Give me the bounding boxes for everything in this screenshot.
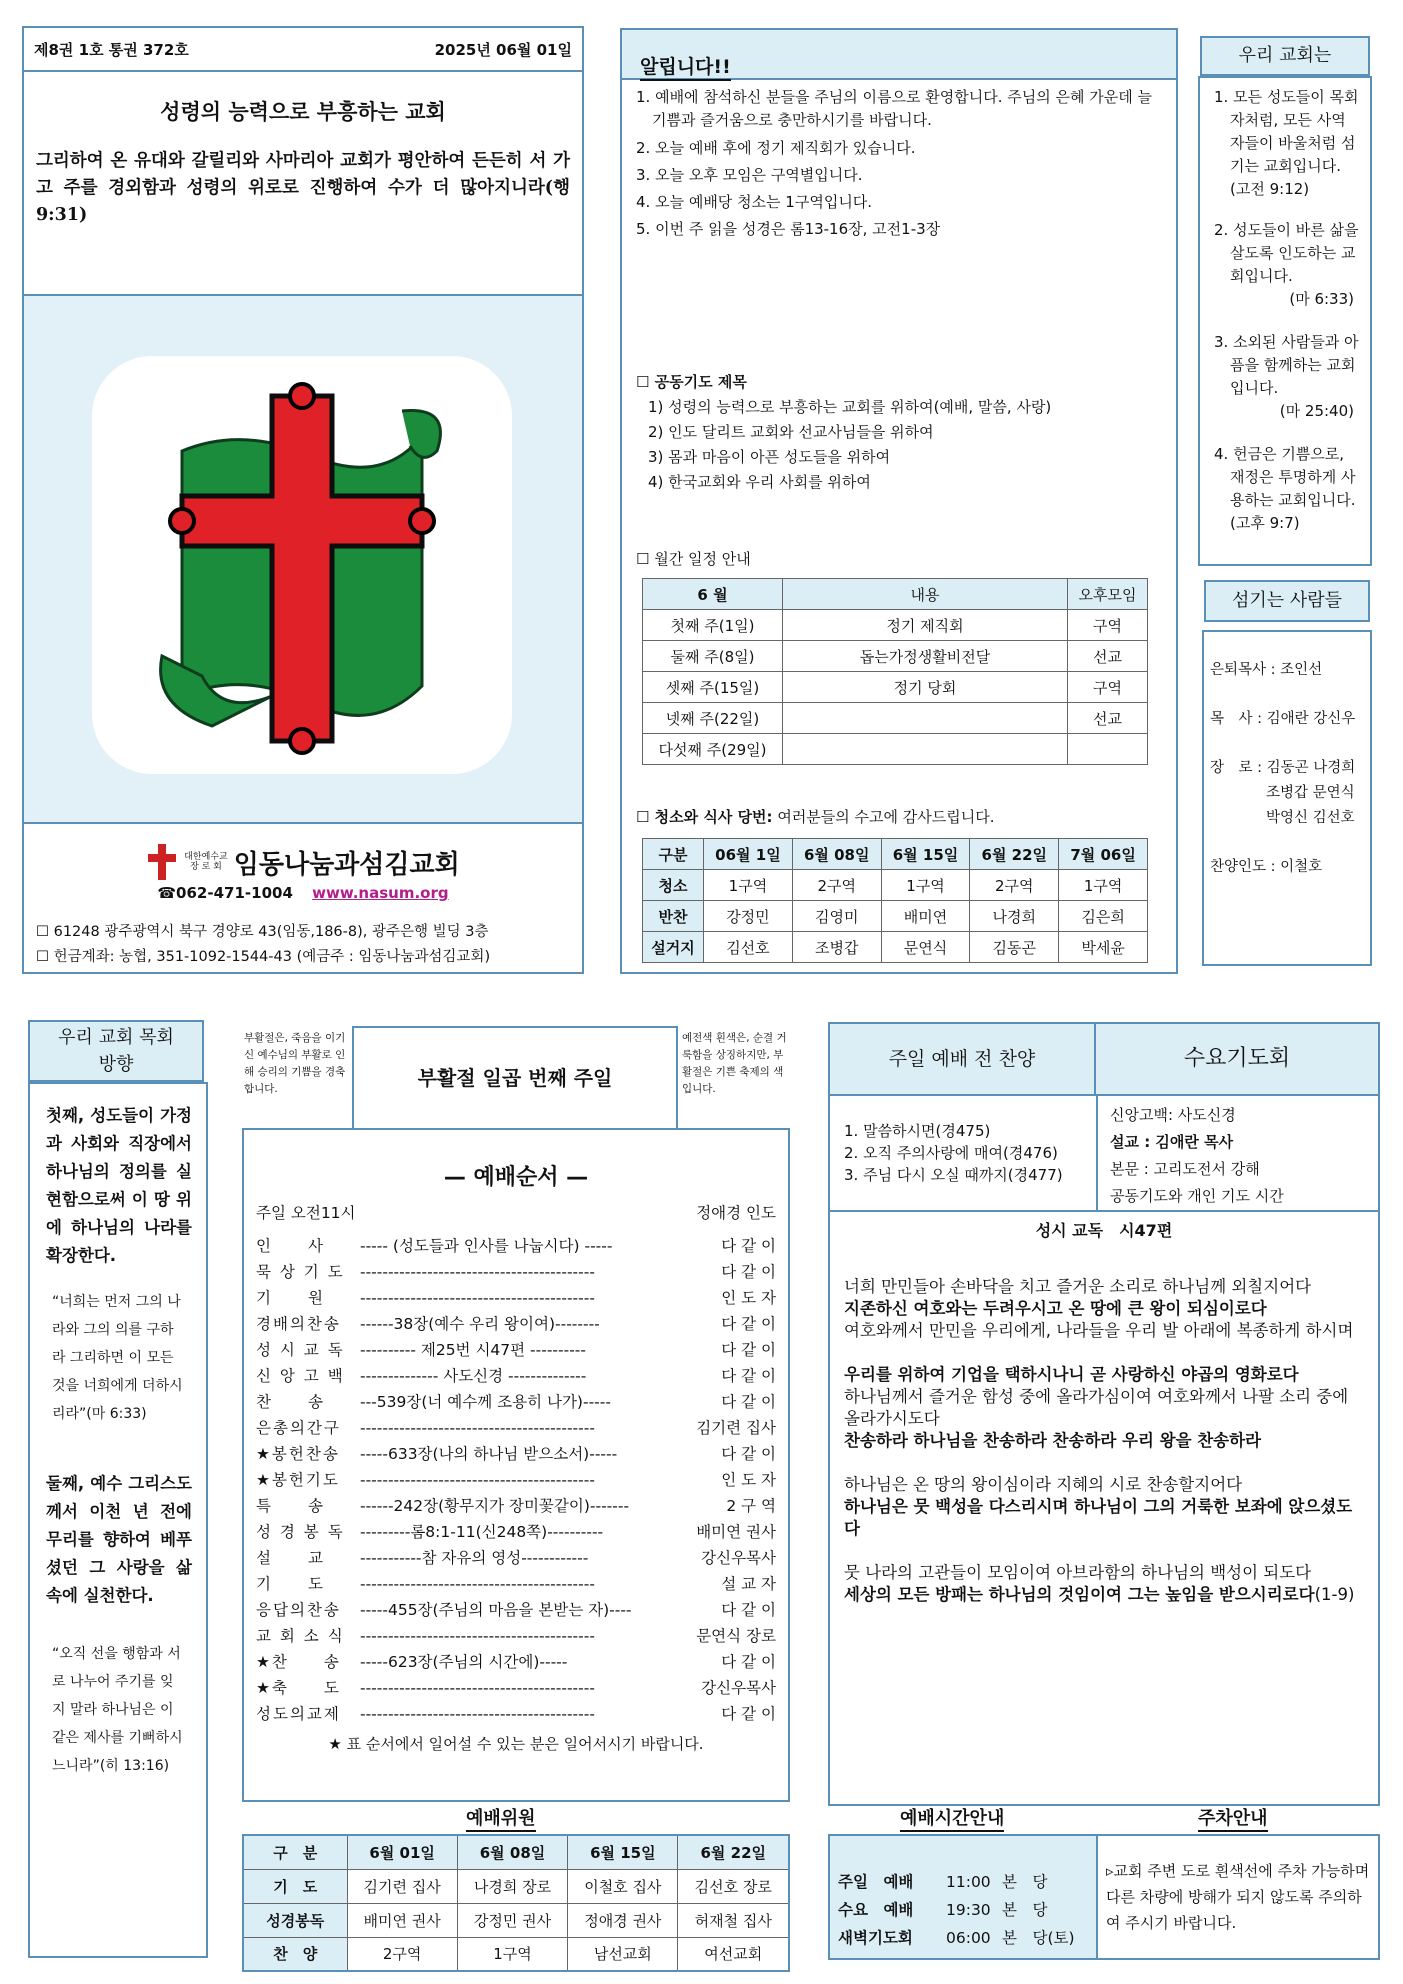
order-item-name: 인 사: [256, 1237, 325, 1255]
servant-line: 장 로 : 김동곤 나경희: [1210, 760, 1356, 776]
table-cell: 1구역: [1059, 870, 1148, 901]
order-item-content: -----633장(나의 하나님 받으소서)-----: [360, 1445, 618, 1463]
notice-list: [622, 80, 1176, 243]
order-item-content: ----- (성도들과 인사를 나눕시다) -----: [360, 1237, 613, 1255]
order-item: [256, 1389, 776, 1415]
order-item-name: 경배의찬송: [256, 1315, 341, 1333]
table-cell: 김은희: [1059, 901, 1148, 932]
order-item-content: -----455장(주님의 마음을 본받는 자)----: [360, 1601, 632, 1619]
table-header: 내용: [783, 579, 1068, 610]
order-item-name: 성도의교제: [256, 1705, 341, 1723]
praise-song: 2. 오직 주의사랑에 매여(경476): [844, 1144, 1058, 1162]
order-item-name: 특 송: [256, 1497, 325, 1515]
order-item-content: ------------------------------------------: [360, 1419, 595, 1437]
prayer-item: 3) 몸과 마음이 아픈 성도들을 위하여: [648, 448, 891, 466]
order-item: [256, 1597, 776, 1623]
duty-title: ☐ 청소와 식사 당번: 여러분들의 수고에 감사드립니다.: [636, 808, 995, 826]
table-cell: 구역: [1068, 672, 1148, 703]
order-item-content: ------------------------------------------: [360, 1627, 595, 1645]
table-cell: [783, 734, 1068, 765]
notices-header: [622, 30, 1176, 80]
worship-order-panel: [242, 1128, 790, 1802]
table-cell: 남선교회: [568, 1937, 678, 1971]
order-item: [256, 1545, 776, 1571]
table-cell: 김선호: [704, 932, 793, 963]
order-item-leader: 2 구 역: [726, 1497, 776, 1515]
table-cell: 기 도: [243, 1869, 347, 1903]
praise-song: 3. 주님 다시 오실 때까지(경477): [844, 1166, 1063, 1184]
psalm-line: 찬송하라 하나님을 찬송하라 찬송하라 우리 왕을 찬송하라: [844, 1431, 1262, 1450]
order-item-leader: 다 같 이: [721, 1653, 776, 1671]
order-item-content: ------38장(예수 우리 왕이여)--------: [360, 1315, 600, 1333]
table-cell: 둘째 주(8일): [643, 641, 783, 672]
order-item: [256, 1623, 776, 1649]
church-is-item: 2. 성도들이 바른 삶을 살도록 인도하는 교회입니다. (마 6:33): [1214, 221, 1359, 308]
praise-title: 주일 예배 전 찬양: [888, 1048, 1036, 1070]
psalm-line: 우리를 위하여 기업을 택하시나니 곧 사랑하신 야곱의 영화로다: [844, 1365, 1299, 1384]
table-cell: 배미연: [881, 901, 970, 932]
church-is-item: 4. 헌금은 기쁨으로, 재정은 투명하게 사용하는 교회입니다. (고후 9:7): [1214, 445, 1356, 532]
order-item: [256, 1675, 776, 1701]
notice-item: 4. 오늘 예배당 청소는 1구역입니다.: [636, 193, 873, 211]
order-item-name: 기 원: [256, 1289, 325, 1307]
table-header: 6월 15일: [881, 839, 970, 870]
order-item: [256, 1363, 776, 1389]
table-cell: 정기 제직회: [783, 610, 1068, 641]
psalm-line: 세상의 모든 방패는 하나님의 것임이여 그는 높임을 받으시리로다(1-9): [844, 1585, 1355, 1604]
order-item-leader: 설 교 자: [721, 1575, 776, 1593]
order-item-content: ------------------------------------------: [360, 1263, 595, 1281]
cross-scroll-logo-icon: [92, 356, 512, 774]
order-item-content: -----------참 자유의 영성------------: [360, 1549, 589, 1567]
duty-table: [642, 838, 1148, 963]
table-cell: 구역: [1068, 610, 1148, 641]
table-cell: 박세윤: [1059, 932, 1148, 963]
psalm-line: 지존하신 여호와는 두려우시고 온 땅에 큰 왕이 되심이로다: [844, 1299, 1267, 1318]
order-item-leader: 다 같 이: [721, 1601, 776, 1619]
order-list: [256, 1233, 776, 1727]
notice-item: 3. 오늘 오후 모임은 구역별입니다.: [636, 166, 863, 184]
order-item-name: 성 시 교 독: [256, 1341, 345, 1359]
order-item-name: ★찬 송: [256, 1653, 341, 1671]
table-cell: 정기 당회: [783, 672, 1068, 703]
order-item-leader: 배미연 권사: [696, 1523, 776, 1541]
table-cell: 김영미: [792, 901, 881, 932]
order-item-name: 찬 송: [256, 1393, 325, 1411]
times-title: 예배시간안내: [900, 1808, 1004, 1832]
wednesday-lines: [1110, 1102, 1284, 1210]
order-item-name: 신 앙 고 백: [256, 1367, 345, 1385]
order-item: [256, 1285, 776, 1311]
contact-line: [36, 884, 570, 902]
order-item: [256, 1311, 776, 1337]
table-header: 구분: [643, 839, 704, 870]
volume-number: 제8권 1호 통권 372호: [34, 40, 189, 59]
table-header: 구 분: [243, 1835, 347, 1869]
denomination: 대한예수교 장 로 회: [184, 852, 228, 872]
order-item-leader: 문연식 장로: [696, 1627, 776, 1645]
motto-block: [24, 96, 582, 296]
psalm-line: 너희 만민들아 손바닥을 치고 즐거운 소리로 하나님께 외칠지어다: [844, 1277, 1312, 1296]
order-item-name: ★봉헌기도: [256, 1471, 340, 1489]
table-cell: 정애경 권사: [568, 1903, 678, 1937]
table-cell: 설거지: [643, 932, 704, 963]
prayer-item: 2) 인도 달리트 교회와 선교사님들을 위하여: [648, 423, 934, 441]
direction-first: 첫째, 성도들이 가정과 사회와 직장에서 하나님의 정의를 실현함으로써 이 땅 위에 하나님의 나라를 확장한다.: [46, 1106, 192, 1265]
wednesday-line: 본문 : 고리도전서 강해: [1110, 1160, 1260, 1178]
table-cell: 1구역: [704, 870, 793, 901]
order-item-name: 은총의간구: [256, 1419, 341, 1437]
order-item: [256, 1415, 776, 1441]
sunday-title-box: [352, 1026, 678, 1128]
table-cell: 김선호 장로: [678, 1869, 789, 1903]
table-cell: 1구역: [457, 1937, 567, 1971]
bank-account: ☐ 헌금계좌: 농협, 351-1092-1544-43 (예금주 : 임동나눔과섬김교회): [36, 949, 491, 965]
order-item: [256, 1519, 776, 1545]
order-item-name: 기 도: [256, 1575, 325, 1593]
order-item-leader: 다 같 이: [721, 1263, 776, 1281]
parking-title: 주차안내: [1198, 1808, 1268, 1832]
order-title: — 예배순서 —: [443, 1165, 589, 1190]
table-cell: 찬 양: [243, 1937, 347, 1971]
table-cell: 넷째 주(22일): [643, 703, 783, 734]
stand-note: ★ 표 순서에서 일어설 수 있는 분은 일어서시기 바랍니다.: [328, 1735, 704, 1753]
worship-leader: 정애경 인도: [696, 1204, 776, 1222]
monthly-schedule-table: [642, 578, 1148, 765]
table-cell: 성경봉독: [243, 1903, 347, 1937]
order-item-leader: 다 같 이: [721, 1367, 776, 1385]
direction-panel: [28, 1082, 208, 1958]
psalm-para: [844, 1474, 1364, 1540]
psalm-para: [844, 1562, 1364, 1606]
order-item-leader: 다 같 이: [721, 1237, 776, 1255]
times-block: [830, 1836, 1098, 1958]
address: ☐ 61248 광주광역시 북구 경양로 43(임동,186-8), 광주은행 빌딩 3층: [36, 924, 489, 940]
praise-wednesday-panel: [828, 1022, 1380, 1212]
phone: ☎062-471-1004: [157, 884, 293, 902]
order-item-content: -------------- 사도신경 --------------: [360, 1367, 587, 1385]
order-item-name: 응답의찬송: [256, 1601, 341, 1619]
servants-title: 섬기는 사람들: [1204, 580, 1370, 622]
table-cell: 다섯째 주(29일): [643, 734, 783, 765]
order-item: [256, 1337, 776, 1363]
website-link[interactable]: www.nasum.org: [312, 884, 449, 902]
table-cell: 1구역: [881, 870, 970, 901]
logo-card: [92, 356, 512, 774]
table-cell: 강정민 권사: [457, 1903, 567, 1937]
order-item: [256, 1701, 776, 1727]
order-item-name: 교 회 소 식: [256, 1627, 345, 1645]
psalm-para: [844, 1276, 1364, 1342]
table-header: 6월 22일: [678, 1835, 789, 1869]
table-cell: 강정민: [704, 901, 793, 932]
table-cell: 2구역: [970, 870, 1059, 901]
table-header: 오후모임: [1068, 579, 1148, 610]
direction-second: 둘째, 예수 그리스도께서 이천 년 전에 무리를 향하여 베푸셨던 그 사랑을 삶 속에 실천한다.: [46, 1474, 192, 1605]
psalm-panel: [828, 1210, 1380, 1806]
table-cell: 2구역: [347, 1937, 457, 1971]
order-item-leader: 김기련 집사: [696, 1419, 776, 1437]
table-cell: 나경희 장로: [457, 1869, 567, 1903]
praise-songs: [844, 1120, 1063, 1186]
times-parking-panel: [828, 1834, 1380, 1960]
church-name: 임동나눔과섬김교회: [233, 849, 460, 880]
order-item-content: ------------------------------------------: [360, 1575, 595, 1593]
order-item-name: 성 경 봉 독: [256, 1523, 345, 1541]
servant-line: 찬양인도 : 이철호: [1210, 859, 1323, 875]
table-cell: 이철호 집사: [568, 1869, 678, 1903]
schedule-title: ☐ 월간 일정 안내: [636, 550, 751, 568]
servant-line: 조병갑 문연식: [1266, 785, 1355, 801]
table-header: 6월 01일: [347, 1835, 457, 1869]
prayer-item: 4) 한국교회와 우리 사회를 위하여: [648, 473, 871, 491]
psalm-line: 하나님은 뭇 백성을 다스리시며 하나님이 그의 거룩한 보좌에 앉으셨도다: [844, 1497, 1353, 1538]
table-header: 06월 1일: [704, 839, 793, 870]
order-meta: [256, 1201, 776, 1223]
table-header: 6월 15일: [568, 1835, 678, 1869]
order-item-content: ------------------------------------------: [360, 1705, 595, 1723]
psalm-line: 여호와께서 만민을 우리에게, 나라들을 우리 발 아래에 복종하게 하시며: [844, 1321, 1354, 1340]
order-item-content: ---------- 제25번 시47편 ----------: [360, 1341, 586, 1359]
notices-panel: [620, 28, 1178, 974]
table-cell: 김기련 집사: [347, 1869, 457, 1903]
table-header: 6월 22일: [970, 839, 1059, 870]
direction-second-verse: “오직 선을 행함과 서로 나누어 주기를 잊지 말라 하나님은 이 같은 제사를 기뻐하시느니라”(히 13:16): [52, 1646, 183, 1774]
volume-header: [24, 28, 582, 72]
table-cell: 배미연 권사: [347, 1903, 457, 1937]
worship-committee-table: [242, 1834, 790, 1972]
servants-panel: [1202, 630, 1372, 966]
order-item-content: ------242장(황무지가 장미꽃같이)-------: [360, 1497, 630, 1515]
order-item-name: 설 교: [256, 1549, 325, 1567]
key-verse: 그리하여 온 유대와 갈릴리와 사마리아 교회가 평안하여 든든히 서 가고 주를 경외함과 성령의 위로로 진행하여 수가 더 많아지니라(행9:31): [36, 151, 570, 225]
sunday-title: 부활절 일곱 번째 주일: [417, 1066, 613, 1090]
prayer-section: [636, 370, 1051, 495]
order-item-content: ------------------------------------------: [360, 1289, 595, 1307]
order-item: [256, 1259, 776, 1285]
wednesday-title: 수요기도회: [1183, 1046, 1291, 1071]
order-item: [256, 1467, 776, 1493]
wednesday-line: 공동기도와 개인 기도 시간: [1110, 1187, 1284, 1205]
easter-note: 부활절은, 죽음을 이기신 예수님의 부활로 인해 승리의 기쁨을 경축합니다.: [244, 1032, 346, 1095]
prayer-title: ☐ 공동기도 제목: [636, 373, 747, 391]
wednesday-line: 설교 : 김애란 목사: [1110, 1133, 1234, 1151]
table-cell: 조병갑: [792, 932, 881, 963]
table-cell: [783, 703, 1068, 734]
order-item-name: ★봉헌찬송: [256, 1445, 340, 1463]
committee-title: 예배위원: [466, 1808, 536, 1832]
table-cell: 2구역: [792, 870, 881, 901]
table-cell: 반찬: [643, 901, 704, 932]
order-item: [256, 1571, 776, 1597]
order-item: [256, 1493, 776, 1519]
worship-time: 주일 오전11시: [256, 1204, 356, 1222]
table-header: 6 월: [643, 579, 783, 610]
table-cell: 나경희: [970, 901, 1059, 932]
time-row: 주일 예배 11:00 본 당: [838, 1873, 1048, 1891]
notice-item: 2. 오늘 예배 후에 정기 제직회가 있습니다.: [636, 139, 916, 157]
psalm-title: 성시 교독 시47편: [1035, 1221, 1173, 1240]
order-item: [256, 1649, 776, 1675]
psalm-line: 하나님께서 즐거운 함성 중에 올라가심이여 여호와께서 나팔 소리 중에 올라가시도다: [844, 1387, 1349, 1428]
table-cell: 돕는가정생활비전달: [783, 641, 1068, 672]
wednesday-line: 신앙고백: 사도신경: [1110, 1106, 1236, 1124]
servant-line: 은퇴목사 : 조인선: [1210, 662, 1323, 678]
direction-title: 우리 교회 목회 방향: [28, 1020, 204, 1082]
order-item-content: ---------롬8:1-11(신248쪽)----------: [360, 1523, 604, 1541]
order-item-content: ---539장(너 예수께 조용히 나가)-----: [360, 1393, 611, 1411]
table-cell: 첫째 주(1일): [643, 610, 783, 641]
order-item-content: -----623장(주님의 시간에)-----: [360, 1653, 568, 1671]
motto: 성령의 능력으로 부흥하는 교회: [160, 99, 446, 124]
order-item-name: ★축 도: [256, 1679, 341, 1697]
direction-first-verse: “너희는 먼저 그의 나라와 그의 의를 구하라 그리하면 이 모든 것을 너희에게 더하시리라”(마 6:33): [52, 1294, 183, 1422]
praise-song: 1. 말씀하시면(경475): [844, 1122, 991, 1140]
order-item-leader: 다 같 이: [721, 1445, 776, 1463]
time-row: 새벽기도회 06:00 본 당(토): [838, 1929, 1075, 1947]
table-cell: 선교: [1068, 703, 1148, 734]
psalm-line: 하나님은 온 땅의 왕이심이라 지혜의 시로 찬송할지어다: [844, 1475, 1243, 1494]
prayer-item: 1) 성령의 능력으로 부흥하는 교회를 위하여(예배, 말씀, 사랑): [648, 398, 1052, 416]
table-cell: 김동곤: [970, 932, 1059, 963]
parking-text: ▹교회 주변 도로 흰색선에 주차 가능하며 다른 차량에 방해가 되지 않도록 주의하여 주시기 바랍니다.: [1106, 1862, 1370, 1932]
order-item-leader: 다 같 이: [721, 1705, 776, 1723]
order-item-leader: 다 같 이: [721, 1341, 776, 1359]
denomination-cross-icon: [146, 842, 178, 882]
order-item-leader: 다 같 이: [721, 1393, 776, 1411]
order-item-content: ------------------------------------------: [360, 1471, 595, 1489]
order-item: [256, 1233, 776, 1259]
order-item-name: 묵 상 기 도: [256, 1263, 345, 1281]
church-info: [24, 824, 582, 976]
table-cell: [1068, 734, 1148, 765]
color-note: 예전색 흰색은, 순결 거룩함을 상징하지만, 부활절은 기쁜 축제의 색입니다.: [682, 1032, 787, 1095]
servant-line: 박영신 김선호: [1266, 810, 1355, 826]
order-item-leader: 강신우목사: [701, 1549, 776, 1567]
table-header: 6월 08일: [792, 839, 881, 870]
order-item-leader: 다 같 이: [721, 1315, 776, 1333]
church-brand: [36, 842, 570, 882]
table-cell: 청소: [643, 870, 704, 901]
table-cell: 셋째 주(15일): [643, 672, 783, 703]
praise-header: [830, 1024, 1096, 1096]
servant-line: 목 사 : 김애란 강신우: [1210, 711, 1356, 727]
issue-date: 2025년 06월 01일: [434, 40, 572, 59]
order-item-leader: 강신우목사: [701, 1679, 776, 1697]
cover-panel: [22, 26, 584, 974]
wednesday-header: [1096, 1024, 1378, 1096]
time-row: 수요 예배 19:30 본 당: [838, 1901, 1048, 1919]
church-is-title: 우리 교회는: [1200, 36, 1370, 76]
notices-title: 알립니다!!: [640, 52, 731, 81]
table-header: 6월 08일: [457, 1835, 567, 1869]
notice-item: 5. 이번 주 읽을 성경은 롬13-16장, 고전1-3장: [636, 220, 941, 238]
psalm-line: 뭇 나라의 고관들이 모임이여 아브라함의 하나님의 백성이 되도다: [844, 1563, 1312, 1582]
church-is-item: 3. 소외된 사람들과 아픔을 함께하는 교회입니다. (마 25:40): [1214, 333, 1359, 420]
logo-area: [24, 296, 582, 824]
psalm-para: [844, 1364, 1364, 1452]
table-header: 7월 06일: [1059, 839, 1148, 870]
order-item-content: ------------------------------------------: [360, 1679, 595, 1697]
order-item-leader: 인 도 자: [721, 1471, 776, 1489]
table-cell: 문연식: [881, 932, 970, 963]
table-cell: 여선교회: [678, 1937, 789, 1971]
table-cell: 선교: [1068, 641, 1148, 672]
church-is-item: 1. 모든 성도들이 목회자처럼, 모든 사역자들이 바울처럼 섬기는 교회입니다.(고전 9:12): [1214, 88, 1359, 198]
church-is-panel: [1198, 76, 1372, 566]
table-cell: 허재철 집사: [678, 1903, 789, 1937]
order-item-leader: 인 도 자: [721, 1289, 776, 1307]
order-item: [256, 1441, 776, 1467]
wednesday-divider: [1096, 1096, 1098, 1210]
notice-item: 1. 예배에 참석하신 분들을 주님의 이름으로 환영합니다. 주님의 은혜 가운데 늘 기쁨과 즐거움으로 충만하시기를 바랍니다.: [636, 88, 1152, 129]
